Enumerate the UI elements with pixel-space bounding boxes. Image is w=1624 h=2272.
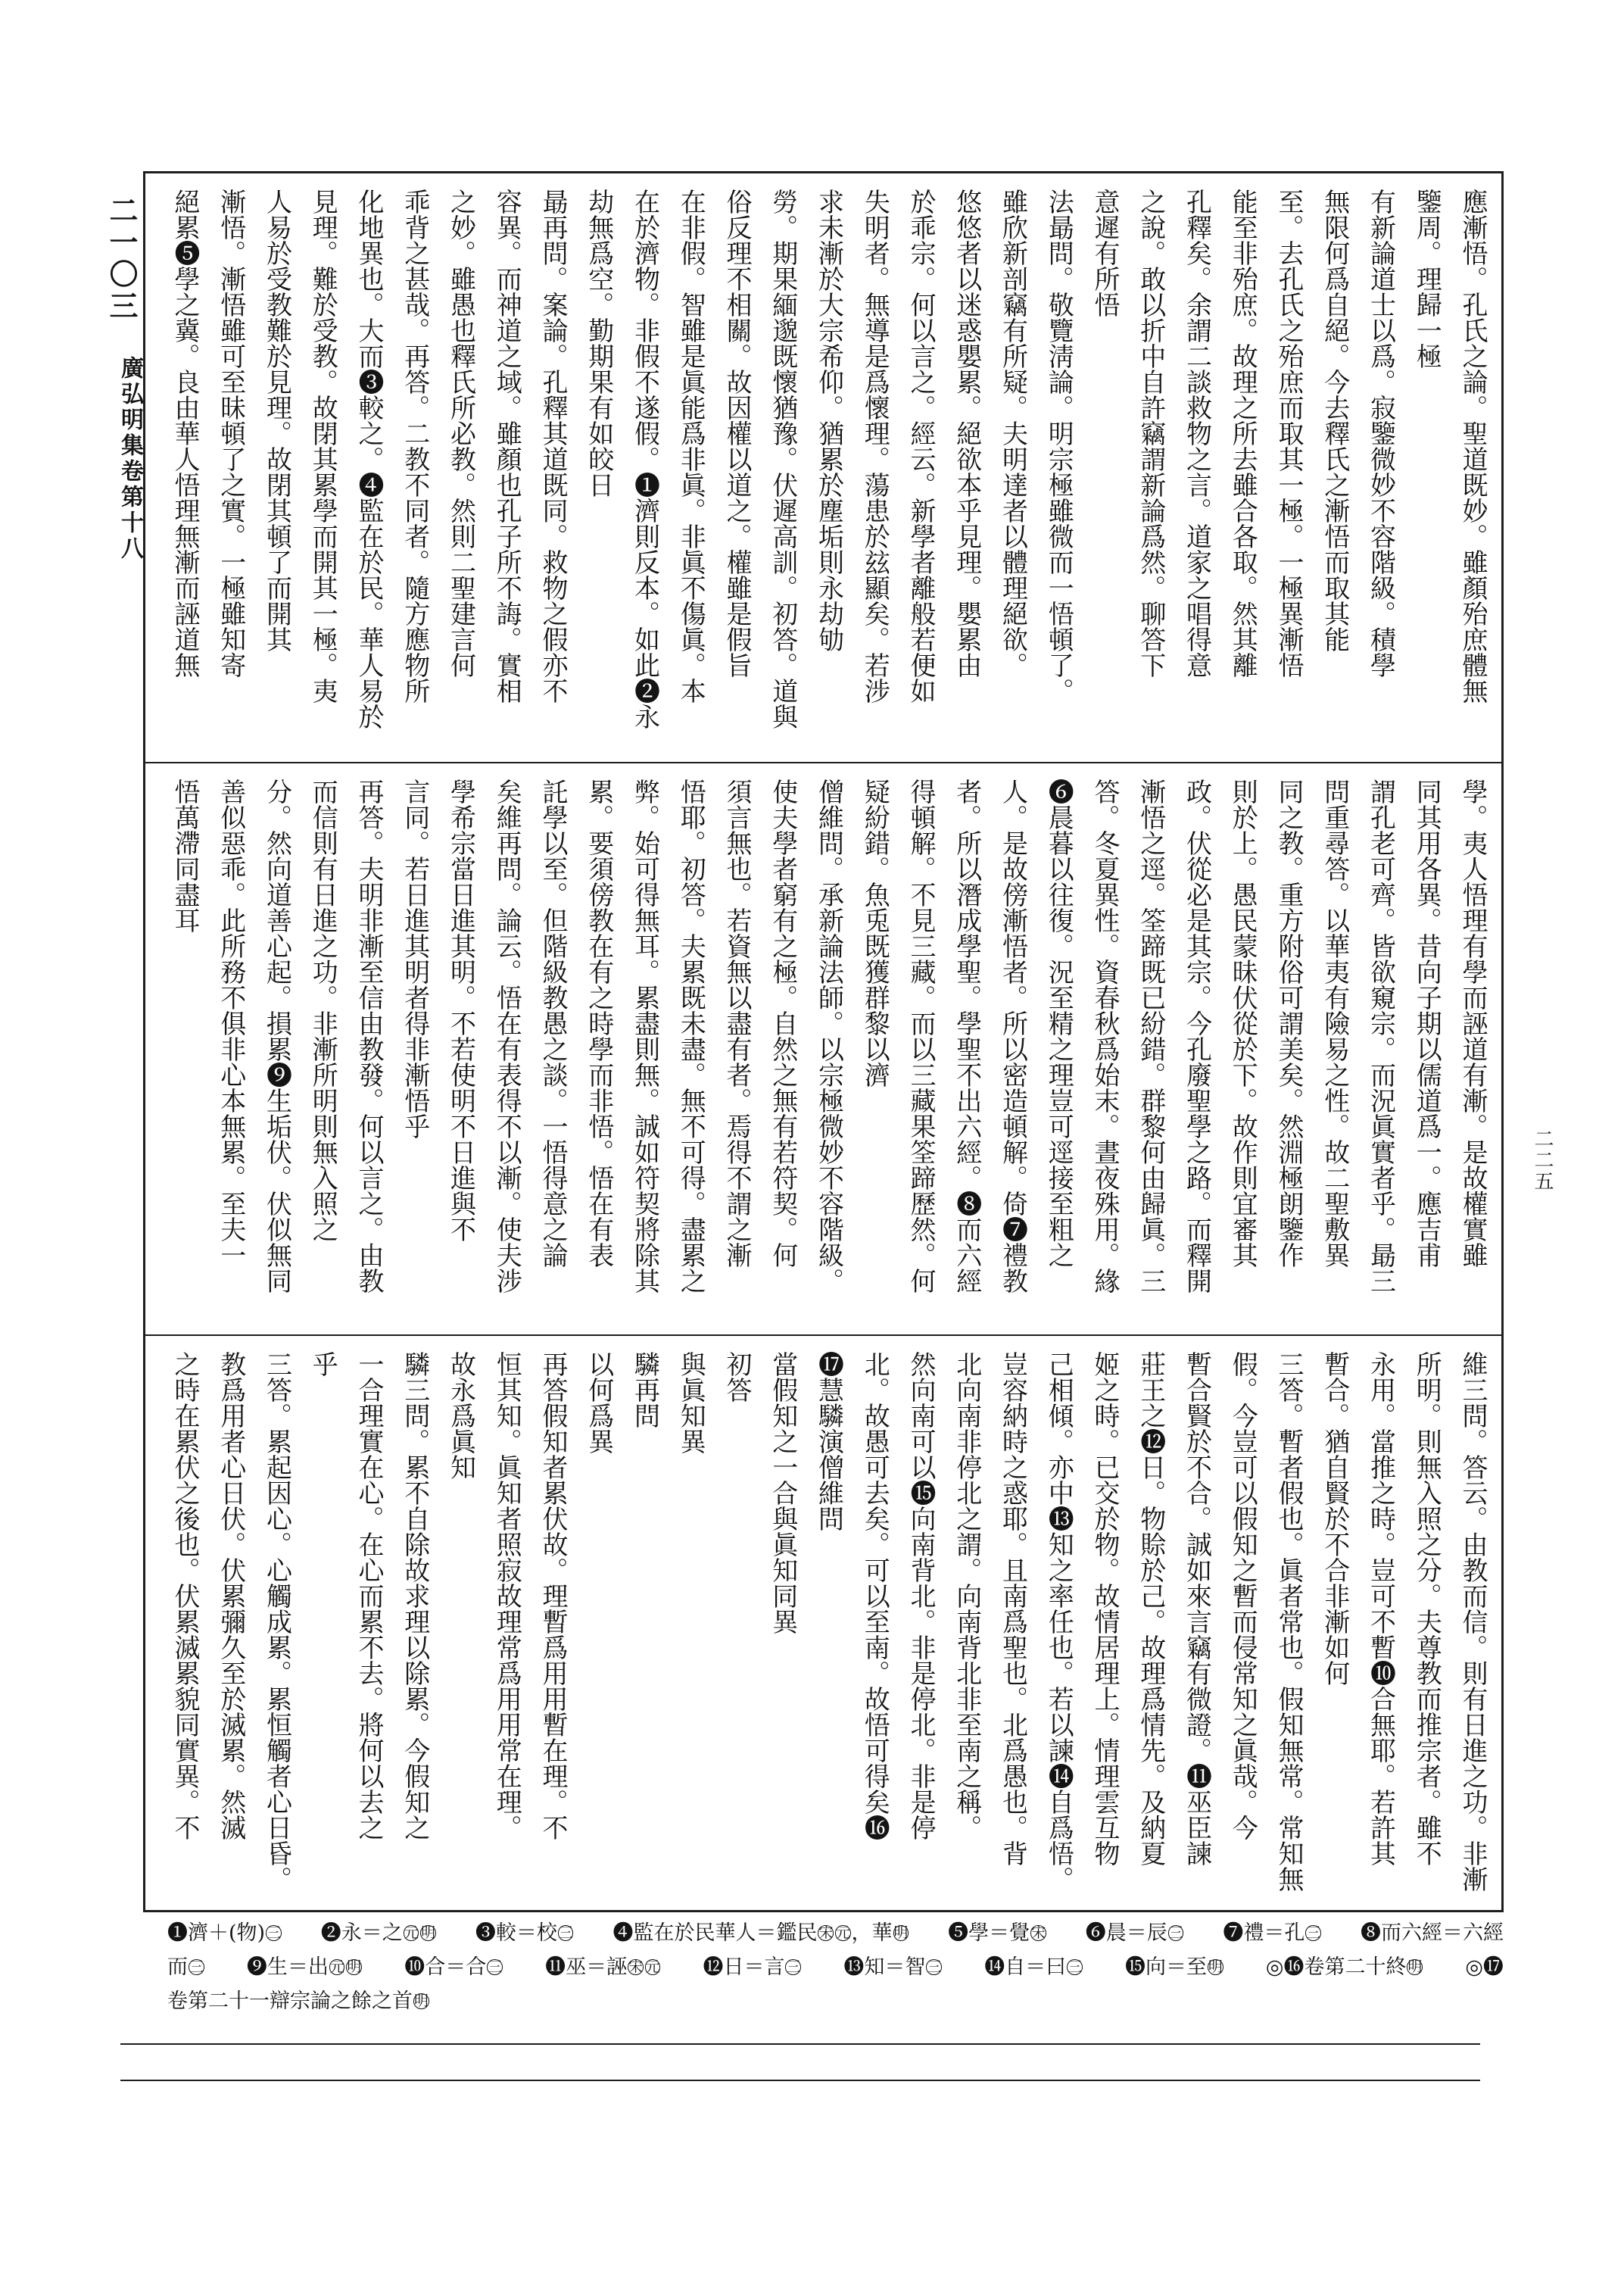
register-middle: [145, 763, 1501, 1334]
text-column: 分。然向道善心起。損累❾生垢伏。伏似無同: [261, 779, 292, 1294]
footnote-text: 卷第二十一辯宗論之餘之首: [167, 1990, 413, 2013]
text-column: 再答假知者累伏故。理暫爲用用暫在理。不: [538, 1351, 568, 1840]
edition-mark: 三: [786, 1958, 801, 1976]
text-column: 於乖宗。何以言之。經云。新學者離般若便如: [906, 189, 936, 704]
footnote-text: ，華: [851, 1921, 893, 1945]
text-column: 無限何爲自絕。今去釋氏之漸悟而取其能: [1319, 189, 1350, 652]
text-column: 絕累❺學之冀。良由華人悟理無漸而誣道無: [170, 189, 200, 678]
text-column: 驎再問: [629, 1351, 660, 1428]
edition-mark: 明: [347, 1958, 362, 1976]
text-column: ⓱慧驎演僧維問: [813, 1351, 844, 1531]
footnote-text: ⓫巫＝誣: [545, 1955, 628, 1979]
text-column: 疑紛錯。魚兎既獲群黎以濟: [859, 779, 890, 1088]
section-page-number: 二二五: [1531, 1128, 1554, 1192]
footnote-entry: [167, 1916, 282, 1950]
running-title: 廣弘明集卷第十八: [117, 356, 143, 562]
footnote-line: [167, 1950, 1504, 1984]
text-column: 故永爲眞知: [445, 1351, 476, 1480]
footnote-text: ◎⓱: [1465, 1955, 1504, 1979]
text-column: 之說。敢以折中自許竊謂新論爲然。聊答下: [1135, 189, 1166, 678]
text-column: 再答。夫明非漸至信由教發。何以言之。由教: [354, 779, 384, 1294]
footnote-text: ❷永＝之: [320, 1921, 403, 1945]
text-column: 問重尋答。以華夷有險易之性。故二聖敷異: [1319, 779, 1350, 1268]
text-column: 雖欣新剖竊有所疑。夫明達者以體理絕欲。: [997, 189, 1028, 678]
text-column: 維三問。答云。由教而信。則有日進之功。非漸: [1457, 1351, 1488, 1892]
text-column: 孔釋矣。余謂二談救物之言。道家之唱得意: [1181, 189, 1212, 678]
footnotes: [167, 1916, 1504, 2018]
text-column: 暫合。猶自賢於不合非漸如何: [1319, 1351, 1350, 1686]
page-number: 二一〇三: [104, 195, 139, 323]
footnote-entry: [1361, 1916, 1504, 1950]
text-column: 善似惡乖。此所務不俱非心本無累。至夫一: [215, 779, 246, 1268]
text-column: 之時在累伏之後也。伏累滅累貌同實異。不: [170, 1351, 200, 1840]
edition-mark: 三: [927, 1958, 942, 1976]
text-column: 之妙。雖愚也釋氏所必教。然則二聖建言何: [445, 189, 476, 678]
text-column: 謂孔老可齊。皆欲窺宗。而況眞實者乎。朂三: [1365, 779, 1396, 1294]
footnote-text: ⓯向＝至: [1125, 1955, 1208, 1979]
text-column: 教爲用者心日伏。伏累彌久至於滅累。然滅: [215, 1351, 246, 1840]
edition-mark: 三: [1306, 1924, 1321, 1942]
footnote-text: ❻晨＝辰: [1085, 1921, 1167, 1945]
footnote-entry: [1223, 1916, 1322, 1950]
text-column: 所明。則無入照之分。夫尊教而推宗者。雖不: [1411, 1351, 1442, 1866]
edition-mark: 三: [267, 1924, 281, 1942]
text-column: 求未漸於大宗希仰。猶累於塵垢則永劫劬: [813, 189, 844, 652]
text-column: 漸悟。漸悟雖可至昧頓了之實。一極雖知寄: [215, 189, 246, 678]
bottom-rule: [120, 2043, 1480, 2045]
footnote-entry: [613, 1916, 909, 1950]
text-column: 同之教。重方附俗可謂美矣。然淵極朗鑒作: [1273, 779, 1304, 1268]
edition-mark: 元: [835, 1924, 850, 1942]
edition-mark: 明: [421, 1924, 436, 1942]
edition-mark: 三: [488, 1958, 503, 1976]
text-column: 乖背之甚哉。再答。二教不同者。隨方應物所: [399, 189, 430, 704]
text-column: 一合理實在心。在心而累不去。將何以去之: [354, 1351, 384, 1840]
text-column: 劫無爲空。勤期果有如皎日: [583, 189, 614, 498]
text-column: 悟耶。初答。夫累既未盡。無不可得。盡累之: [675, 779, 706, 1294]
text-column: 言同。若日進其明者得非漸悟乎: [399, 779, 430, 1139]
text-column: 鑒周。理歸一極: [1411, 189, 1442, 369]
footnote-entry: [1086, 1916, 1185, 1950]
text-column: 人。是故傍漸悟者。所以密造頓解。倚❼禮教: [997, 779, 1028, 1294]
text-column: 能至非殆庶。故理之所去雖合各取。然其離: [1227, 189, 1258, 678]
footnote-text: ❿合＝合: [404, 1955, 487, 1979]
bottom-rule: [120, 2080, 1480, 2081]
text-column: 見理。難於受教。故閉其累學而開其一極。夷: [307, 189, 338, 704]
footnote-text: ❾生＝出: [246, 1955, 329, 1979]
text-column: 三答。累起因心。心觸成累。累恒觸者心日昏。: [261, 1351, 292, 1892]
footnote-text: ❶濟＋(物): [167, 1921, 266, 1945]
footnote-text: ◎⓰卷第二十終: [1265, 1955, 1407, 1979]
text-column: 以何爲異: [583, 1351, 614, 1454]
footnote-entry: [404, 1950, 503, 1984]
text-column: 永用。當推之時。豈可不暫❿合無耶。若許其: [1365, 1351, 1396, 1866]
text-column: 失明者。無導是爲懷理。蕩患於玆顯矣。若涉: [859, 189, 890, 704]
text-column: 乎: [307, 1351, 338, 1377]
text-column: 姬之時。已交於物。故情居理上。情理雲互物: [1089, 1351, 1120, 1866]
footnote-entry: [1266, 1950, 1423, 1984]
footnote-text: 而: [167, 1955, 188, 1979]
text-column: 僧維問。承新論法師。以宗極微妙不容階級。: [813, 779, 844, 1294]
text-column: 而信則有日進之功。非漸所明則無入照之: [307, 779, 338, 1242]
footnote-entry: [321, 1916, 437, 1950]
text-column: 學希宗當日進其明。不若使明不日進與不: [445, 779, 476, 1242]
footnote-text: ⓭知＝智: [843, 1955, 926, 1979]
text-column: 政。伏從必是其宗。今孔廢聖學之路。而釋開: [1181, 779, 1212, 1294]
footnote-entry: [475, 1916, 575, 1950]
text-column: 三答。暫者假也。眞者常也。假知無常。常知無: [1273, 1351, 1304, 1892]
text-column: 矣維再問。論云。悟在有表得不以漸。使夫涉: [491, 779, 522, 1294]
text-column: 累。要須傍教在有之時學而非悟。悟在有表: [583, 779, 614, 1268]
text-column: 同其用各異。昔向子期以儒道爲一。應吉甫: [1411, 779, 1442, 1268]
edition-mark: 元: [645, 1958, 660, 1976]
footnote-text: ⓮自＝曰: [984, 1955, 1067, 1979]
text-column: 朂再問。案論。孔釋其道既同。救物之假亦不: [538, 189, 568, 704]
footnote-entry: [1125, 1950, 1224, 1984]
text-frame: [143, 171, 1504, 1912]
text-column: 者。所以潛成學聖。學聖不出六經。❽而六經: [951, 779, 982, 1294]
edition-mark: 明: [1208, 1958, 1223, 1976]
footnote-line: [167, 1984, 1504, 2018]
footnote-text: ⓬日＝言: [703, 1955, 785, 1979]
footnote-entry: [843, 1950, 943, 1984]
register-bottom: [145, 1336, 1501, 1910]
text-column: 悟萬滯同盡耳: [170, 779, 200, 933]
edition-mark: 明: [414, 1993, 429, 2010]
text-column: 漸悟之逕。筌蹄既已紛錯。群黎何由歸眞。三: [1135, 779, 1166, 1294]
text-column: 驎三問。累不自除故求理以除累。今假知之: [399, 1351, 430, 1840]
text-column: 與眞知異: [675, 1351, 706, 1454]
text-column: 在於濟物。非假不遂假。❶濟則反本。如此❷永: [629, 189, 660, 729]
footnote-text: ❸較＝校: [475, 1921, 557, 1945]
text-column: 答。冬夏異性。資春秋爲始末。晝夜殊用。緣: [1089, 779, 1120, 1294]
edition-mark: 明: [893, 1924, 909, 1942]
footnote-text: ❼禮＝孔: [1223, 1921, 1305, 1945]
edition-mark: 宋: [818, 1924, 834, 1942]
footnote-line: [167, 1916, 1504, 1950]
footnote-entry: [948, 1916, 1047, 1950]
footnote-entry: [167, 1950, 205, 1984]
text-column: 當假知之一合與眞知同異: [767, 1351, 798, 1634]
text-column: 須言無也。若資無以盡有者。焉得不謂之漸: [722, 779, 752, 1268]
text-column: 則於上。愚民蒙昧伏從於下。故作則宜審其: [1227, 779, 1258, 1268]
edition-mark: 三: [558, 1924, 573, 1942]
text-column: 假。今豈可以假知之暫而侵常知之眞哉。今: [1227, 1351, 1258, 1840]
edition-mark: 三: [189, 1958, 204, 1976]
edition-mark: 明: [1407, 1958, 1423, 1976]
text-column: 託學以至。但階級教愚之談。一悟得意之論: [538, 779, 568, 1268]
text-column: 應漸悟。孔氏之論。聖道既妙。雖顏殆庶體無: [1457, 189, 1488, 704]
edition-mark: 宋: [628, 1958, 643, 1976]
edition-mark: 三: [1068, 1958, 1083, 1976]
text-column: 勞。期果緬邈既懷猶豫。伏遲高訓。初答。道與: [767, 189, 798, 729]
text-column: 暫合賢於不合。誠如來言竊有微證。⓫巫臣諫: [1181, 1351, 1212, 1866]
register-top: [145, 173, 1501, 762]
footnote-text: ❺學＝覺: [948, 1921, 1030, 1945]
text-column: 學。夷人悟理有學而誣道有漸。是故權實雖: [1457, 779, 1488, 1268]
footnote-entry: [984, 1950, 1083, 1984]
text-column: 容異。而神道之域。雖顏也孔子所不誨。實相: [491, 189, 522, 704]
text-column: 北。故愚可去矣。可以至南。故悟可得矣⓰: [859, 1351, 890, 1840]
text-column: 北向南非停北之謂。向南背北非至南之稱。: [951, 1351, 982, 1840]
footnote-text: ❽而六經＝六經: [1361, 1921, 1504, 1945]
text-column: 法朂問。敬覽淸論。明宗極雖微而一悟頓了。: [1043, 189, 1074, 704]
text-column: 弊。始可得無耳。累盡則無。誠如符契將除其: [629, 779, 660, 1294]
text-column: 得頓解。不見三藏。而以三藏果筌蹄歷然。何: [906, 779, 936, 1294]
text-column: 豈容納時之惑耶。且南爲聖也。北爲愚也。背: [997, 1351, 1028, 1866]
footnote-entry: [703, 1950, 802, 1984]
text-column: 至。去孔氏之殆庶而取其一極。一極異漸悟: [1273, 189, 1304, 678]
footnote-entry: [1465, 1950, 1504, 1984]
footnote-entry: [545, 1950, 661, 1984]
footnote-text: ❹監在於民華人＝鑑民: [613, 1921, 818, 1945]
footnote-entry: [247, 1950, 363, 1984]
edition-mark: 元: [404, 1924, 419, 1942]
edition-mark: 元: [329, 1958, 344, 1976]
text-column: 在非假。智雖是眞能爲非眞。非眞不傷眞。本: [675, 189, 706, 704]
text-column: 莊王之⓬日。物賒於己。故理爲情先。及納夏: [1135, 1351, 1166, 1866]
footnote-entry: [167, 1984, 430, 2018]
edition-mark: 三: [1168, 1924, 1183, 1942]
text-column: 悠悠者以迷惑嬰累。絕欲本乎見理。嬰累由: [951, 189, 982, 678]
text-column: 意遲有所悟: [1089, 189, 1120, 317]
text-column: 初答: [722, 1351, 752, 1403]
text-column: 己相傾。亦中⓭知之率任也。若以諫⓮自爲悟。: [1043, 1351, 1074, 1892]
edition-mark: 宋: [1031, 1924, 1046, 1942]
text-column: 使夫學者窮有之極。自然之無有若符契。何: [767, 779, 798, 1268]
text-column: 有新論道士以爲。寂鑒微妙不容階級。積學: [1365, 189, 1396, 678]
text-column: 恒其知。眞知者照寂故理常爲用用常在理。: [491, 1351, 522, 1840]
text-column: 俗反理不相關。故因權以道之。權雖是假旨: [722, 189, 752, 678]
text-column: 然向南可以⓯向南背北。非是停北。非是停: [906, 1351, 936, 1840]
text-column: ❻晨暮以往復。況至精之理豈可逕接至粗之: [1043, 779, 1074, 1268]
text-column: 化地異也。大而❸較之。❹監在於民。華人易於: [354, 189, 384, 729]
text-column: 人易於受教難於見理。故閉其頓了而開其: [261, 189, 292, 652]
